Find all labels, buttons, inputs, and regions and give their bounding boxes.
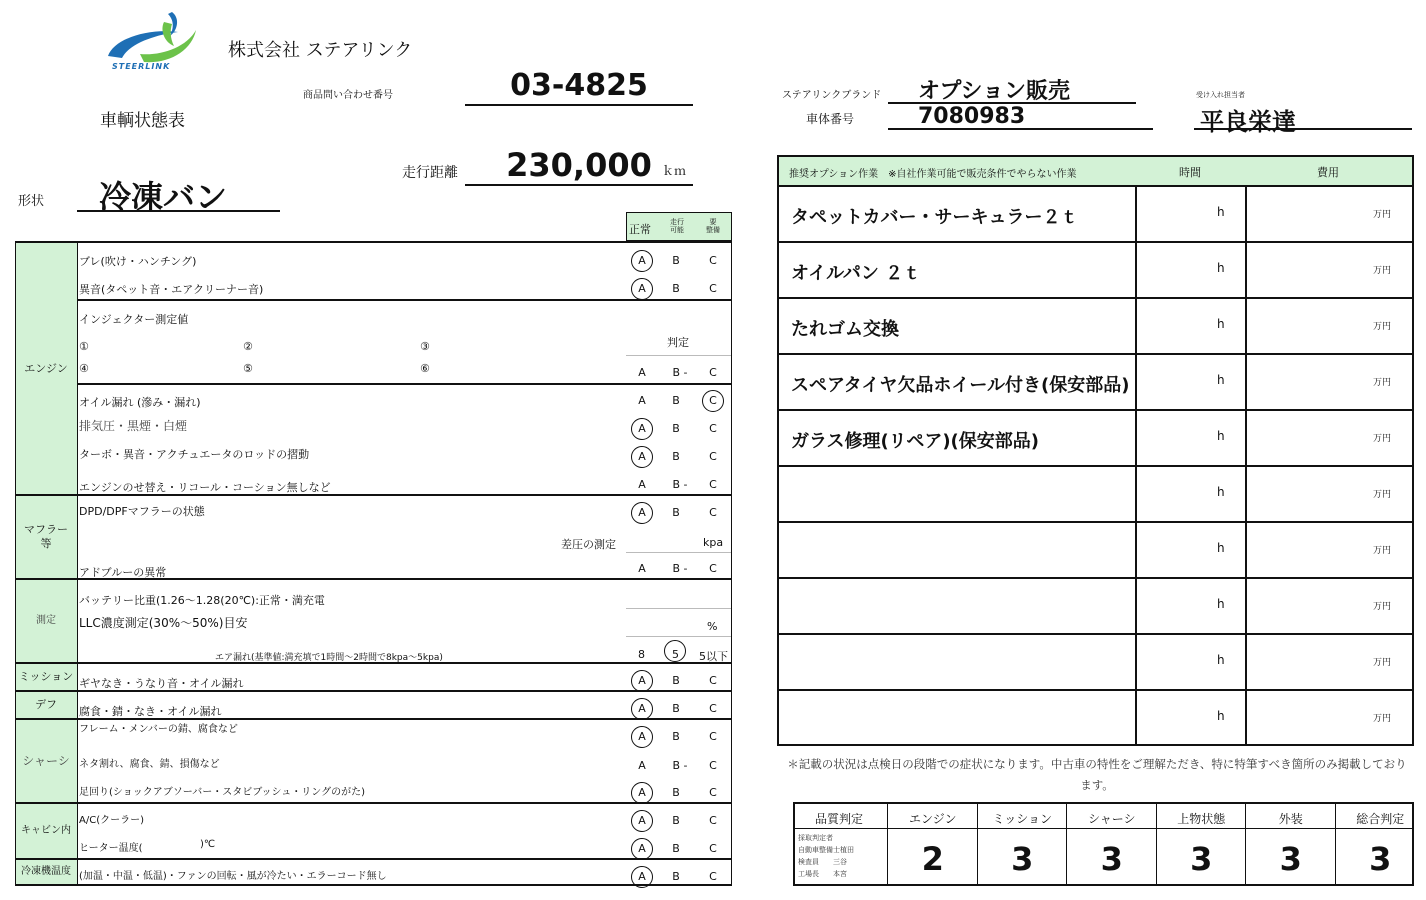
hour-unit: h (1217, 541, 1225, 555)
item-heater: ヒーター温度( (79, 843, 143, 854)
brand-label: ステアリンクブランド (782, 90, 882, 101)
item-llc: LLC濃度測定(30%～50%)目安 (79, 616, 248, 630)
item-frame: フレーム・メンバーの錆、腐食など (79, 724, 238, 735)
grade-c: C (709, 786, 717, 799)
grade-label: 外装 (1278, 812, 1303, 826)
option-task: タペットカバー・サーキュラー２ｔ (791, 207, 1079, 228)
grade-c: C (709, 450, 717, 463)
hour-unit: h (1217, 485, 1225, 499)
cat-measure: 測定 (15, 580, 78, 662)
cat-diff: デフ (15, 692, 78, 718)
grade-label: 上物状態 (1177, 812, 1226, 826)
selected-mark (631, 698, 653, 720)
grade-a: A (638, 730, 646, 743)
grade-b: B (672, 282, 680, 295)
grade-column (1245, 804, 1336, 884)
mileage-label: 走行距離 (402, 165, 458, 181)
cat-chassis: シャーシ (15, 720, 78, 802)
selected-mark (702, 390, 724, 412)
section-cabin (15, 802, 732, 858)
logo-text: STEERLINK (112, 62, 171, 71)
cat-engine: エンジン (15, 243, 78, 494)
grade-label: エンジン (909, 812, 957, 826)
injector-6: ⑥ (420, 362, 430, 375)
grade-c: C (709, 422, 717, 435)
grade-c: C (709, 814, 717, 827)
yen-unit: 万円 (1373, 546, 1392, 556)
item-dpd: DPD/DPFマフラーの状態 (79, 505, 205, 518)
grade-value: 3 (1369, 840, 1392, 878)
section-chassis (15, 718, 732, 802)
inquiry-number: 03-4825 (465, 68, 693, 106)
grade-a: A (638, 506, 646, 519)
receiver-label: 受け入れ担当者 (1196, 91, 1245, 99)
item-diffpress: 差圧の測定 (561, 538, 616, 551)
option-row (779, 579, 1412, 635)
selected-mark (631, 866, 653, 888)
grade-column (1156, 804, 1247, 884)
selected-mark (631, 418, 653, 440)
section-engine (15, 241, 732, 494)
item-pct: % (707, 620, 718, 633)
grade-b: B (672, 506, 680, 519)
selected-mark (631, 726, 653, 748)
yen-unit: 万円 (1373, 658, 1392, 668)
cat-muffler: マフラー 等 (15, 496, 78, 578)
disclaimer-note: ＊記載の状況は点検日の段階での症状になります。中古車の特性をご理解ただき、特に特筆すべき箇所のみ掲載しております。 (787, 757, 1407, 792)
doc-title: 車輌状態表 (100, 111, 185, 131)
options-head-work: 推奨オプション作業 ※自社作業可能で販売条件でやらない作業 (789, 169, 1077, 180)
grade-column (1066, 804, 1157, 884)
item-airleak: エア漏れ(基準値:満充填で1時間～2時間で8kpa～5kpa) (215, 653, 443, 663)
grade-a: A (638, 870, 646, 883)
grade-label: ミッション (992, 812, 1053, 826)
injector-3: ③ (420, 340, 430, 353)
staff-1: 採取判定者 (798, 834, 833, 842)
section-freezer (15, 858, 732, 886)
grade-label: シャーシ (1087, 812, 1136, 826)
grade-a: A (638, 366, 646, 379)
injector-2: ② (243, 340, 253, 353)
grade-value: 3 (1100, 840, 1123, 878)
grade-b: B (672, 730, 680, 743)
option-task: スペアタイヤ欠品ホイール付き(保安部品) (791, 375, 1130, 396)
item-freezer: (加温・中温・低温)・ファンの回転・風が冷たい・エラーコード無し (79, 871, 387, 882)
option-row (779, 691, 1412, 747)
item-bure: ブレ(吹け・ハンチング) (79, 255, 197, 268)
item-gear: ギヤなき・うなり音・オイル漏れ (79, 677, 244, 690)
yen-unit: 万円 (1373, 266, 1392, 276)
grade-a: A (638, 422, 646, 435)
hour-unit: h (1217, 373, 1225, 387)
chassis-number: 7080983 (888, 104, 1153, 130)
grade-value: 2 (921, 840, 944, 878)
item-hantei: 判定 (667, 336, 689, 349)
grade-c: C (709, 842, 717, 855)
grade-a: A (638, 759, 646, 772)
grade-b: B (672, 786, 680, 799)
grade-a: A (638, 562, 646, 575)
item-kpa: kpa (703, 536, 724, 549)
yen-unit: 万円 (1373, 210, 1392, 220)
grade-b_dash: B - (672, 562, 688, 575)
grade-b: B (672, 674, 680, 687)
item-ashi: 足回り(ショックアブソーバー・スタビブッシュ・リングのがた) (79, 787, 366, 798)
mileage-value: 230,000 (465, 146, 693, 186)
grade-c: C (709, 730, 717, 743)
hour-unit: h (1217, 429, 1225, 443)
yen-unit: 万円 (1373, 714, 1392, 724)
section-mission (15, 662, 732, 690)
grade-a: A (638, 702, 646, 715)
item-turbo: ターボ・異音・アクチュエータのロッドの摺動 (79, 448, 310, 461)
grade-value: 3 (1011, 840, 1034, 878)
option-row (779, 243, 1412, 299)
grade-c: C (709, 674, 717, 687)
grade-b: B (672, 254, 680, 267)
cat-cabin: キャビン内 (15, 804, 78, 858)
chassis-label: 車体番号 (806, 112, 855, 126)
grade-b: B (672, 702, 680, 715)
injector-4: ④ (79, 362, 89, 375)
grade-header (626, 212, 732, 241)
staff-3: 検査員 三谷 (798, 858, 847, 866)
grade-a: A (638, 394, 646, 407)
grade-c: C (709, 282, 717, 295)
option-task: ガラス修理(リペア)(保安部品) (791, 431, 1040, 452)
selected-mark (631, 278, 653, 300)
injector-5: ⑤ (243, 362, 253, 375)
selected-mark (631, 446, 653, 468)
item-neji: ネタ割れ、腐食、錆、損傷など (79, 759, 220, 770)
options-header (779, 157, 1412, 187)
grade-b: B (672, 394, 680, 407)
grade-b: B (672, 842, 680, 855)
grade-a: A (638, 450, 646, 463)
grade-b_dash: B - (672, 759, 688, 772)
grade-a: A (638, 478, 646, 491)
section-diff (15, 690, 732, 718)
grade-b_dash: B - (672, 366, 688, 379)
grade-b: B (672, 870, 680, 883)
grade-value: 3 (1279, 840, 1302, 878)
hour-unit: h (1217, 317, 1225, 331)
mileage-unit: ｋｍ (662, 164, 687, 178)
grade-a: A (638, 674, 646, 687)
hour-unit: h (1217, 709, 1225, 723)
grade-a: A (638, 842, 646, 855)
quality-label: 品質判定 (815, 812, 864, 826)
option-row (779, 355, 1412, 411)
grade-a: A (638, 254, 646, 267)
cat-freezer: 冷凍機温度 (15, 860, 78, 884)
item-noise: 異音(タペット音・エアクリーナー音) (79, 283, 264, 296)
item-ac: A/C(クーラー) (79, 815, 144, 826)
staff-list (798, 832, 854, 880)
grade-a: A (638, 786, 646, 799)
selected-mark (631, 838, 653, 860)
options-table (777, 155, 1414, 746)
inspection-table (15, 212, 732, 886)
item-adblue: アドブルーの異常 (79, 566, 167, 579)
grade-value: 3 (1190, 840, 1213, 878)
grade-b: B (672, 450, 680, 463)
item-swap: エンジンのせ替え・リコール・コーション無しなど (79, 481, 331, 494)
section-muffler (15, 494, 732, 578)
grade-b_dash: B - (672, 478, 688, 491)
selected-mark (631, 782, 653, 804)
yen-unit: 万円 (1373, 490, 1392, 500)
yen-unit: 万円 (1373, 378, 1392, 388)
shape-label: 形状 (18, 194, 45, 209)
staff-2: 自動車整備士植田 (798, 846, 854, 854)
header-needs-service: 要 整備 (706, 218, 720, 234)
company-logo (100, 8, 210, 76)
option-task: オイルパン ２ｔ (791, 263, 922, 284)
option-row (779, 467, 1412, 523)
item-injector: インジェクター測定値 (79, 313, 189, 326)
inquiry-label: 商品問い合わせ番号 (303, 90, 393, 101)
grade-c: C (709, 254, 717, 267)
air-5: 5 (672, 648, 679, 661)
shape-value: 冷凍バン (77, 172, 280, 212)
yen-unit: 万円 (1373, 322, 1392, 332)
selected-mark (631, 502, 653, 524)
grade-b: B (672, 422, 680, 435)
hour-unit: h (1217, 205, 1225, 219)
item-exhaust: 排気圧・黒煙・白煙 (79, 419, 188, 433)
grade-c: C (709, 478, 717, 491)
item-oil: オイル漏れ (滲み・漏れ) (79, 396, 201, 409)
company-name: 株式会社 ステアリンク (228, 40, 413, 61)
selected-mark (631, 250, 653, 272)
grade-c: C (709, 702, 717, 715)
cat-mission: ミッション (15, 664, 78, 690)
selected-mark (631, 810, 653, 832)
grade-c: C (709, 759, 717, 772)
option-row (779, 411, 1412, 467)
grade-b: B (672, 814, 680, 827)
option-row (779, 187, 1412, 243)
option-row (779, 299, 1412, 355)
grade-a: A (638, 282, 646, 295)
item-diff: 腐食・錆・なき・オイル漏れ (79, 705, 222, 718)
air-8: 8 (638, 648, 645, 661)
option-task: たれゴム交換 (791, 319, 899, 340)
grade-column (887, 804, 978, 884)
selected-mark (631, 670, 653, 692)
hour-unit: h (1217, 653, 1225, 667)
options-head-time: 時間 (1179, 166, 1201, 179)
quality-grade-table (793, 802, 1414, 886)
grade-c: C (709, 562, 717, 575)
air-5less: 5以下 (699, 650, 728, 663)
grade-c: C (709, 366, 717, 379)
grade-a: A (638, 814, 646, 827)
option-row (779, 635, 1412, 691)
header-drivable: 走行 可能 (670, 218, 684, 234)
staff-4: 工場長 本宮 (798, 870, 847, 878)
yen-unit: 万円 (1373, 434, 1392, 444)
grade-c: C (709, 506, 717, 519)
grade-c: C (709, 394, 717, 407)
hour-unit: h (1217, 261, 1225, 275)
brand-value: オプション販売 (888, 74, 1136, 104)
injector-1: ① (79, 340, 89, 353)
section-measure (15, 578, 732, 662)
item-battery: バッテリー比重(1.26～1.28(20℃):正常・満充電 (79, 594, 325, 607)
options-head-cost: 費用 (1317, 166, 1339, 179)
grade-column (1335, 804, 1426, 884)
grade-label: 総合判定 (1356, 812, 1405, 826)
grade-c: C (709, 870, 717, 883)
grade-column (977, 804, 1068, 884)
receiver-name: 平良栄達 (1194, 102, 1412, 130)
item-heater-unit: )℃ (200, 839, 216, 850)
option-row (779, 523, 1412, 579)
yen-unit: 万円 (1373, 602, 1392, 612)
header-normal: 正常 (629, 223, 651, 236)
hour-unit: h (1217, 597, 1225, 611)
